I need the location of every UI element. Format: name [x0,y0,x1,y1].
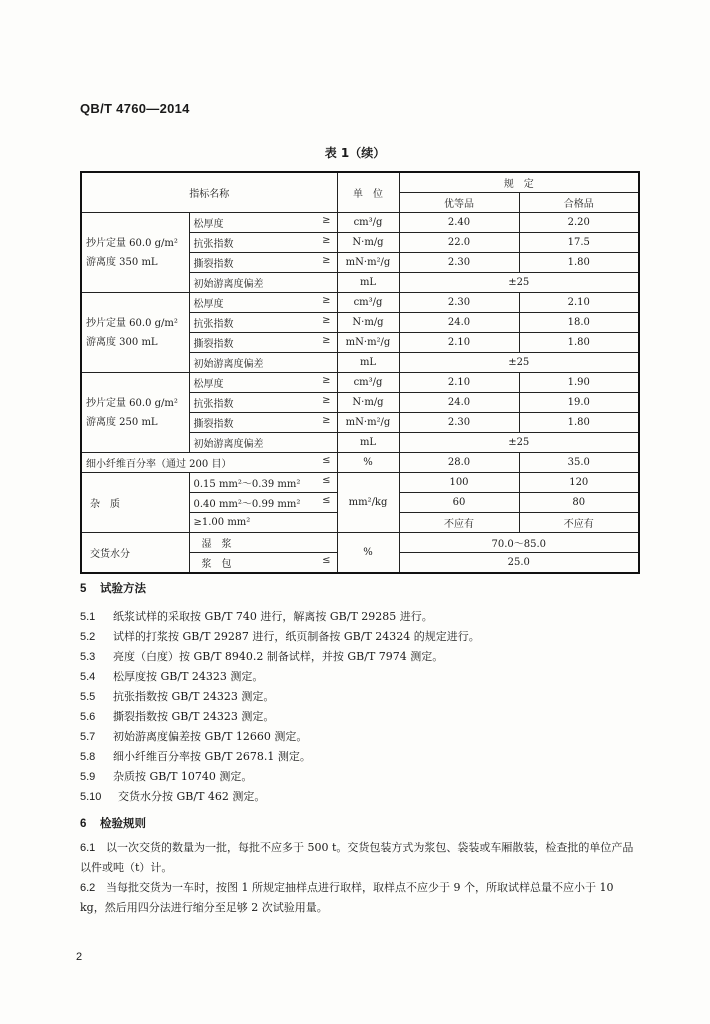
row-unit: N·m/g [337,233,399,253]
row-unit: mN·m²/g [337,413,399,433]
row-v1: 100 [399,473,519,493]
header-spec: 规 定 [399,172,639,193]
table-row [81,293,639,313]
spec-table [80,171,640,574]
row-merged: ±25 [399,353,639,373]
paragraph-6-2: 6.2 当每批交货为一车时，按图 1 所规定抽样点进行取样，取样点不应少于 9 个，所取试样总量不应小于 10 kg，然后用四分法进行缩分至足够 2 次试验用量。 [80,881,614,914]
row-unit: mL [337,433,399,453]
row-merged: 70.0～85.0 [399,533,639,553]
row-v2: 17.5 [519,233,639,253]
row-name: 撕裂指数 ≥ [189,253,337,273]
row-unit: % [337,453,399,473]
header-indicator: 指标名称 [81,172,337,213]
table-row [81,473,639,493]
row-name: 松厚度 ≥ [189,213,337,233]
row-name: 松厚度 ≥ [189,293,337,313]
row-v1: 不应有 [399,513,519,533]
row-unit: % [337,533,399,574]
row-v1: 2.10 [399,333,519,353]
header-grade1: 优等品 [399,193,519,213]
list-item: 5.5 抗张指数按 GB/T 24323 测定。 [80,690,275,703]
table-header-row [81,172,639,193]
list-item: 5.1 纸浆试样的采取按 GB/T 740 进行，解离按 GB/T 29285 进行。 [80,610,433,623]
group-label: 抄片定量 60.0 g/m² 游离度 250 mL [81,373,189,453]
row-v2: 1.80 [519,253,639,273]
list-item: 5.8 细小纤维百分率按 GB/T 2678.1 测定。 [80,750,311,763]
row-v2: 19.0 [519,393,639,413]
row-name: 初始游离度偏差 [189,353,337,373]
row-v2: 2.20 [519,213,639,233]
row-v1: 22.0 [399,233,519,253]
row-merged: ±25 [399,433,639,453]
header-grade2: 合格品 [519,193,639,213]
table-title: 表 1（续） [324,146,386,160]
row-name: 抗张指数 ≥ [189,393,337,413]
group-label: 抄片定量 60.0 g/m² 游离度 300 mL [81,293,189,373]
list-item: 5.9 杂质按 GB/T 10740 测定。 [80,770,253,783]
row-v2: 80 [519,493,639,513]
row-unit: cm³/g [337,373,399,393]
row-v2: 1.90 [519,373,639,393]
list-item: 5.7 初始游离度偏差按 GB/T 12660 测定。 [80,730,308,743]
row-v1: 24.0 [399,393,519,413]
row-name: 浆 包 ≤ [189,553,337,574]
row-unit: mN·m²/g [337,333,399,353]
row-unit: mm²/kg [337,473,399,533]
standard-code: QB/T 4760—2014 [80,101,190,116]
list-item: 5.6 撕裂指数按 GB/T 24323 测定。 [80,710,275,723]
row-v1: 24.0 [399,313,519,333]
row-name: 撕裂指数 ≥ [189,333,337,353]
row-v1: 2.30 [399,413,519,433]
list-item: 5.4 松厚度按 GB/T 24323 测定。 [80,670,264,683]
row-v1: 60 [399,493,519,513]
row-merged: 25.0 [399,553,639,574]
list-item: 5.3 亮度（白度）按 GB/T 8940.2 制备试样，并按 GB/T 7974 测定。 [80,650,444,663]
row-name: 初始游离度偏差 [189,273,337,293]
row-v2: 120 [519,473,639,493]
row-name: 松厚度 ≥ [189,373,337,393]
row-name: 细小纤维百分率（通过 200 目） ≤ [81,453,337,473]
row-name: ≥1.00 mm² [189,513,337,533]
row-v2: 1.80 [519,333,639,353]
row-unit: mL [337,353,399,373]
row-v1: 28.0 [399,453,519,473]
table-row [81,373,639,393]
row-name: 撕裂指数 ≥ [189,413,337,433]
row-v1: 2.30 [399,253,519,273]
table-row [81,213,639,233]
row-name: 抗张指数 ≥ [189,313,337,333]
row-merged: ±25 [399,273,639,293]
row-unit: N·m/g [337,313,399,333]
row-unit: mL [337,273,399,293]
row-v2: 18.0 [519,313,639,333]
section-6-heading: 6 检验规则 [80,816,146,830]
section-5-heading: 5 试验方法 [80,581,146,595]
group-label: 抄片定量 60.0 g/m² 游离度 350 mL [81,213,189,293]
list-item: 5.10 交货水分按 GB/T 462 测定。 [80,790,266,803]
row-v2: 1.80 [519,413,639,433]
row-v1: 2.30 [399,293,519,313]
group-label: 交货水分 [81,533,189,574]
row-name: 0.40 mm²～0.99 mm² ≤ [189,493,337,513]
row-name: 湿 浆 [189,533,337,553]
table-row [81,533,639,553]
row-v1: 2.10 [399,373,519,393]
row-unit: cm³/g [337,293,399,313]
row-v2: 35.0 [519,453,639,473]
group-label: 杂 质 [81,473,189,533]
row-v2: 不应有 [519,513,639,533]
list-item: 5.2 试样的打浆按 GB/T 29287 进行，纸页制备按 GB/T 24324 的规定进行。 [80,630,480,643]
page-number: 2 [76,951,83,963]
row-name: 抗张指数 ≥ [189,233,337,253]
row-v2: 2.10 [519,293,639,313]
header-unit: 单 位 [337,172,399,213]
row-v1: 2.40 [399,213,519,233]
table-row [81,453,639,473]
row-unit: mN·m²/g [337,253,399,273]
row-name: 初始游离度偏差 [189,433,337,453]
row-unit: cm³/g [337,213,399,233]
row-name: 0.15 mm²～0.39 mm² ≤ [189,473,337,493]
row-unit: N·m/g [337,393,399,413]
paragraph-6-1: 6.1 以一次交货的数量为一批，每批不应多于 500 t。交货包装方式为浆包、袋装或车厢散装，检查批的单位产品以件或吨（t）计。 [80,841,634,874]
